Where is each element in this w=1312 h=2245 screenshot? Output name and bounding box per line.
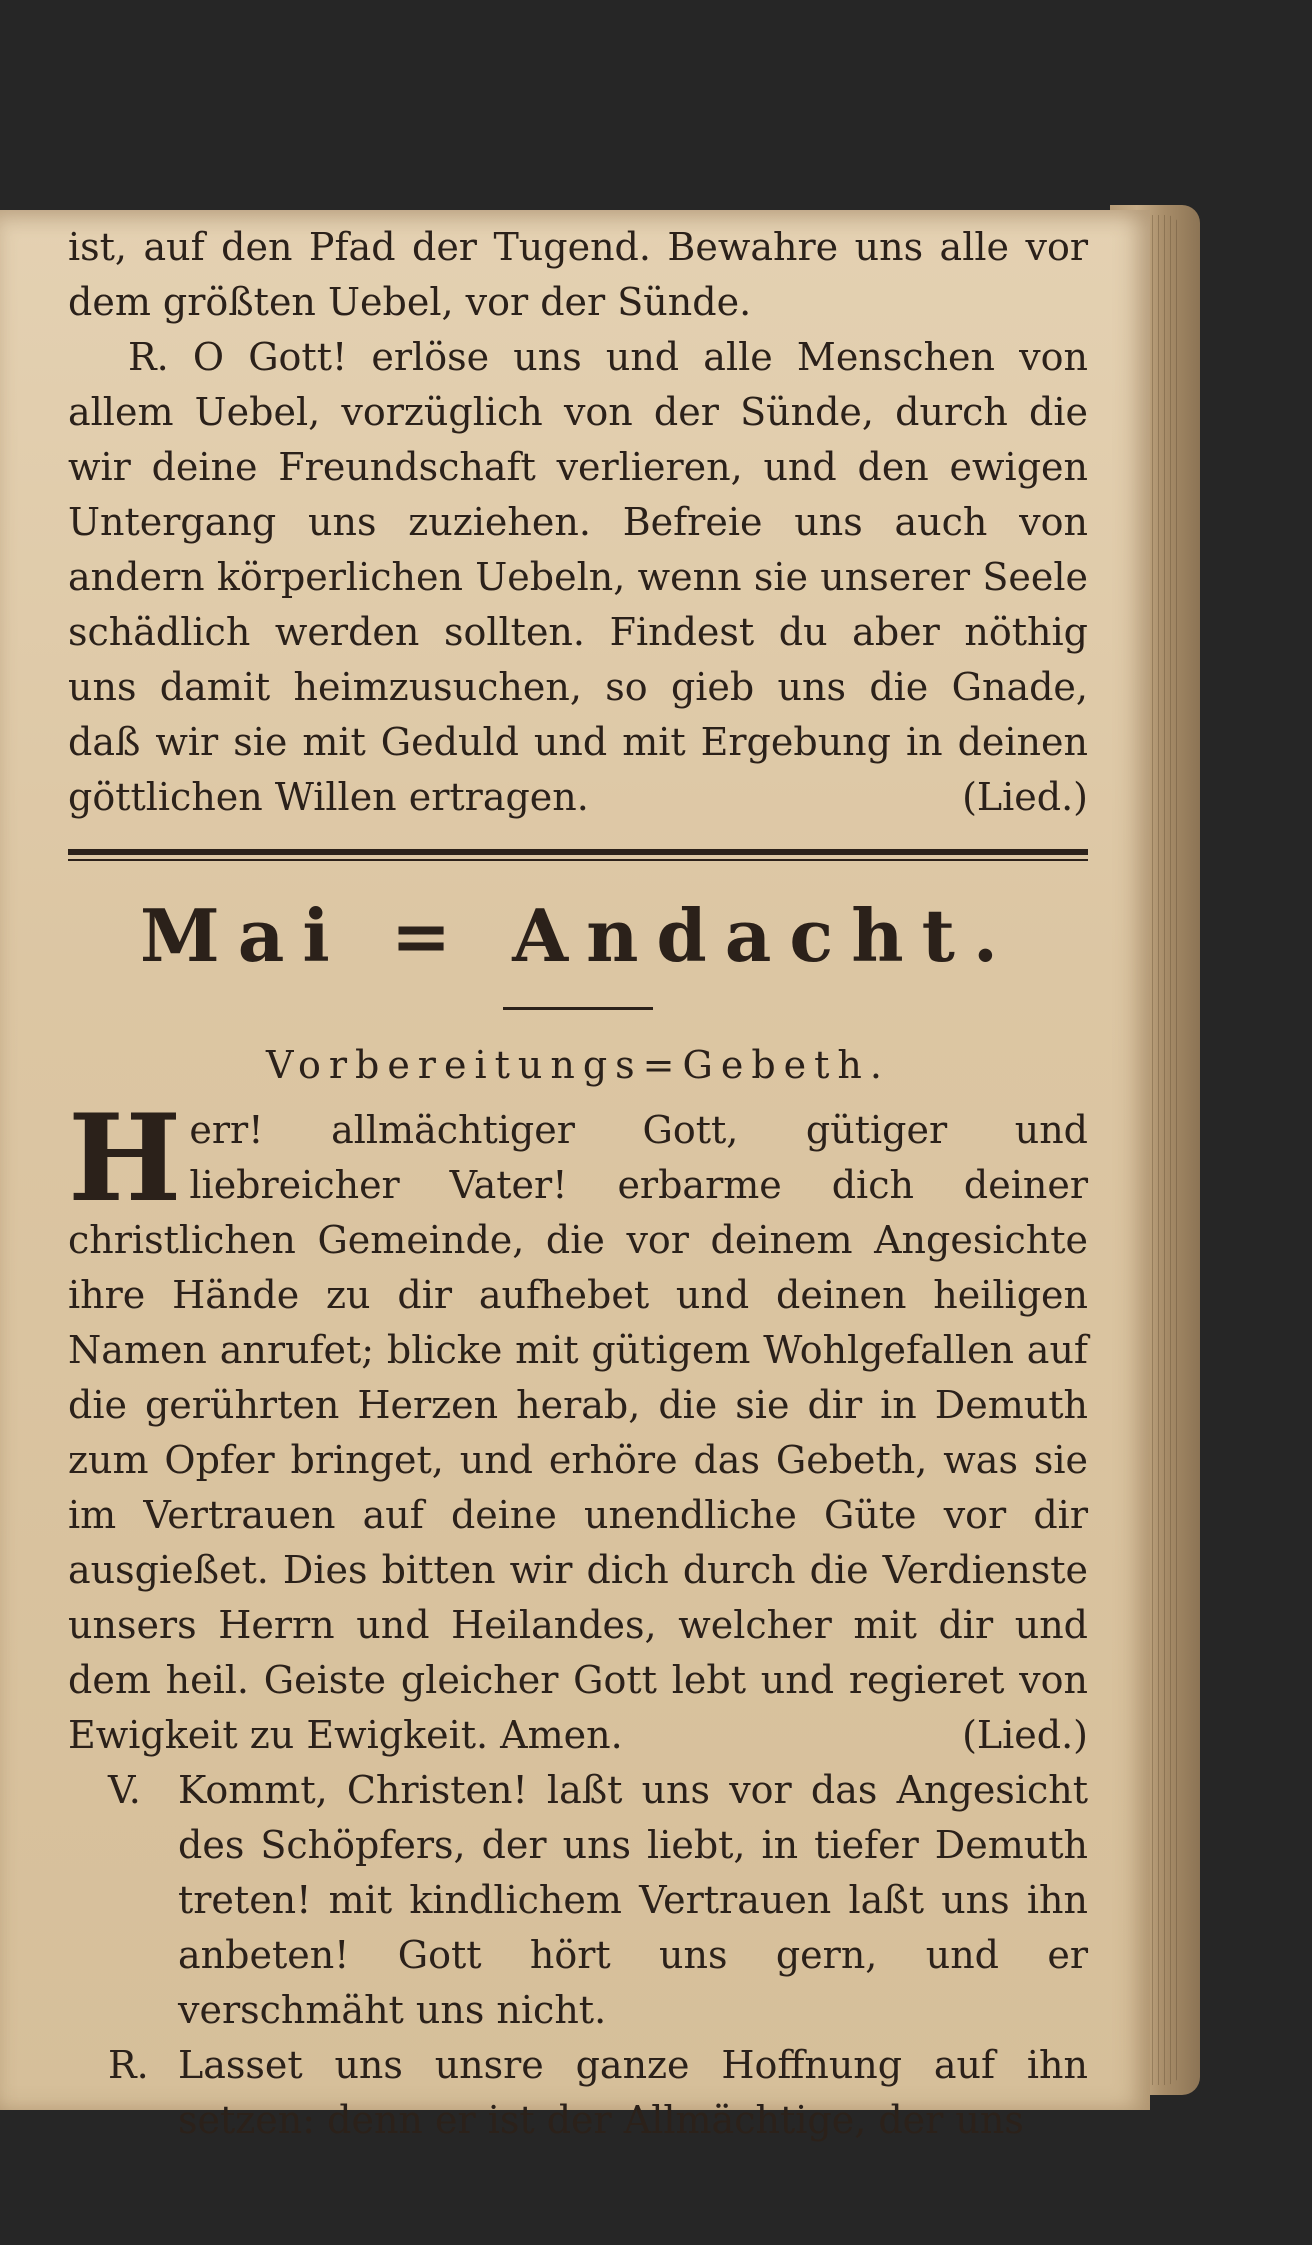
prayer-text: err! allmächtiger Gott, gütiger und liebreicher Vater! erbarme dich deiner christlichen Gemeinde, die vor deinem Angesichte ihre Hände zu dir aufhebet und deinen heiligen Namen anrufet; blicke mit gütigem Wohlgefallen auf die gerührten Herzen herab, die sie dir in Demuth zum Opfer bringet, und erhöre das Gebeth, was sie im Vertrauen auf deine unendliche Güte vor dir ausgießet. Dies bitten wir dich durch die Verdienste unsers Herrn und Heilandes, welcher mit dir und dem heil. Geiste gleicher Gott lebt und regieret von Ewigkeit zu Ewigkeit. Amen. — [68, 1108, 1088, 1757]
section-title: Mai = Andacht. — [140, 893, 1016, 978]
versicle-marker: V. — [108, 1768, 141, 1812]
continuation-text: ist, auf den Pfad der Tugend. Bewahre uns alle vor dem größten Uebel, vor der Sünde. — [68, 225, 1088, 324]
page-content — [68, 220, 1088, 2148]
title-underline — [503, 1007, 653, 1010]
dropcap-letter: H — [68, 1088, 182, 1229]
prayer-lied-note: (Lied.) — [962, 1713, 1088, 1757]
prayer-paragraph — [68, 1088, 1088, 1763]
response2-block — [68, 2038, 1088, 2148]
response-paragraph — [68, 330, 1088, 825]
versicle-text: Kommt, Christen! laßt uns vor das Angesicht des Schöpfers, der uns liebt, in tiefer Demuth treten! mit kindlichem Vertrauen laßt uns ihn anbeten! Gott hört uns gern, und er verschmäht uns nicht. — [178, 1768, 1088, 2032]
divider-thick-line — [68, 849, 1088, 855]
section-subtitle: Vorbereitungs=Gebeth. — [266, 1043, 890, 1087]
response2-marker: R. — [108, 2043, 149, 2087]
response2-text: Lasset uns unsre ganze Hoffnung auf ihn setzen: denn er ist der Allmächtige, der uns — [178, 2043, 1088, 2142]
section-divider — [68, 843, 1088, 865]
versicle-block — [68, 1763, 1088, 2038]
response-text: O Gott! erlöse uns und alle Menschen von allem Uebel, vorzüglich von der Sünde, durch die wir deine Freundschaft verlieren, und den ewigen Untergang uns zuziehen. Befreie uns auch von andern körperlichen Uebeln, wenn sie unserer Seele schädlich werden sollten. Findest du aber nöthig uns damit heimzusuchen, so gieb uns die Gnade, daß wir sie mit Geduld und mit Ergebung in deinen göttlichen Willen ertragen. — [68, 335, 1088, 819]
response-marker: R. — [128, 335, 169, 379]
divider-thin-line — [68, 859, 1088, 861]
lied-note: (Lied.) — [962, 775, 1088, 819]
